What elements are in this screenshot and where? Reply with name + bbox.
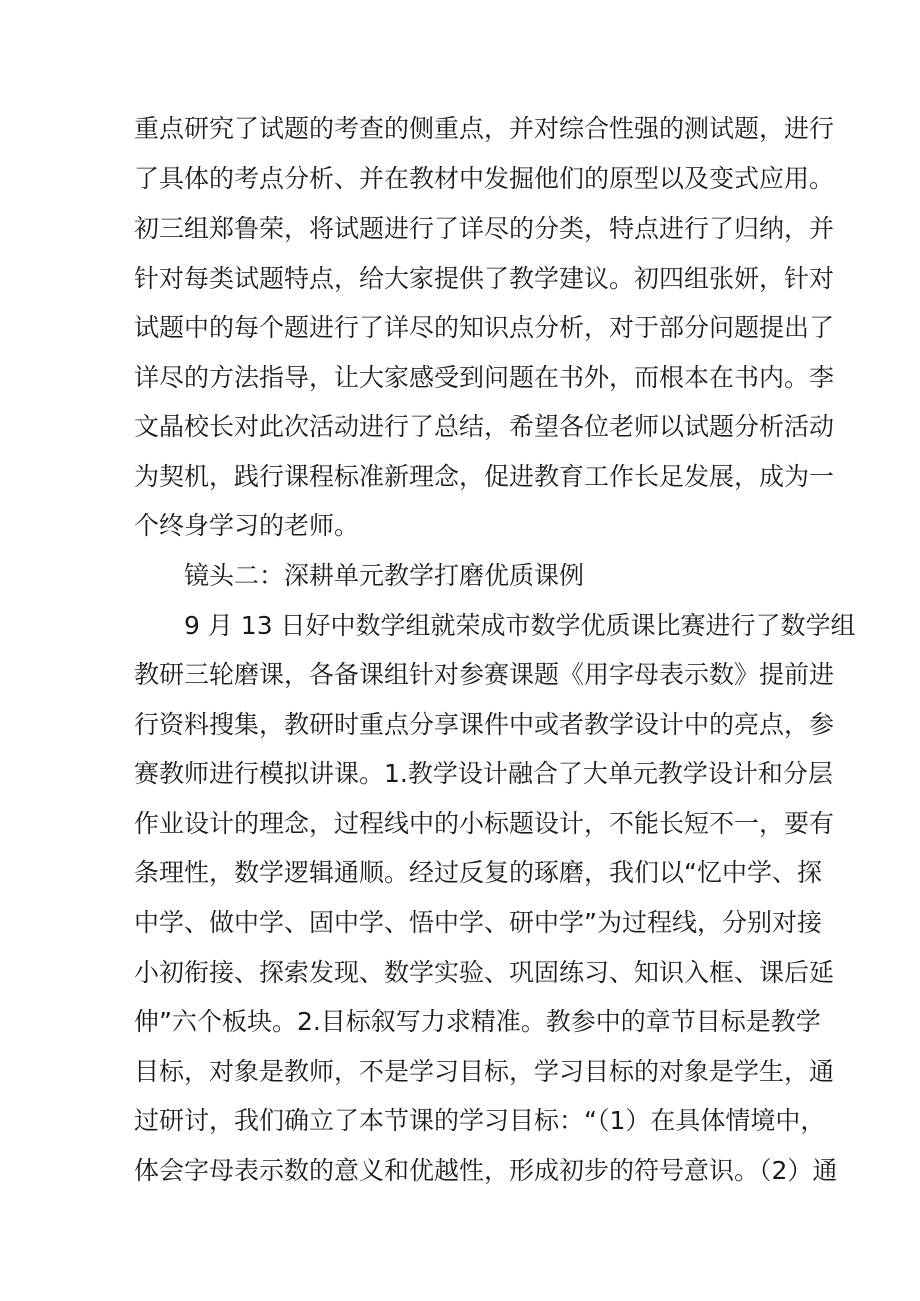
- section-heading: 镜头二：深耕单元教学打磨优质课例: [184, 561, 585, 590]
- text-line: 为契机，践行课程标准新理念，促进教育工作长足发展，成为一: [134, 462, 835, 491]
- text-line: 9 月 13 日好中数学组就荣成市数学优质课比赛进行了数学组: [184, 611, 856, 640]
- text-line: 详尽的方法指导，让大家感受到问题在书外，而根本在书内。李: [134, 363, 835, 392]
- text-line: 了具体的考点分析、并在教材中发掘他们的原型以及变式应用。: [134, 164, 835, 193]
- text-line: 行资料搜集，教研时重点分享课件中或者教学设计中的亮点，参: [134, 710, 835, 739]
- text-line: 伸”六个板块。2.目标叙写力求精准。教参中的章节目标是教学: [134, 1007, 821, 1036]
- text-line: 初三组郑鲁荣，将试题进行了详尽的分类，特点进行了归纳，并: [134, 214, 835, 243]
- text-line: 试题中的每个题进行了详尽的知识点分析，对于部分问题提出了: [134, 313, 835, 342]
- text-line: 体会字母表示数的意义和优越性，形成初步的符号意识。（2）通: [134, 1156, 838, 1185]
- text-line: 中学、做中学、固中学、悟中学、研中学”为过程线，分别对接: [134, 908, 822, 937]
- text-line: 过研讨，我们确立了本节课的学习目标：“（1）在具体情境中，: [134, 1106, 826, 1135]
- text-line: 重点研究了试题的考查的侧重点，并对综合性强的测试题，进行: [134, 114, 835, 143]
- text-line: 个终身学习的老师。: [134, 511, 360, 540]
- text-line: 条理性，数学逻辑通顺。经过反复的琢磨，我们以“忆中学、探: [134, 858, 822, 887]
- text-line: 作业设计的理念，过程线中的小标题设计，不能长短不一，要有: [134, 809, 835, 838]
- text-line: 小初衔接、探索发现、数学实验、巩固练习、知识入框、课后延: [134, 958, 835, 987]
- text-line: 针对每类试题特点，给大家提供了教学建议。初四组张妍，针对: [134, 264, 835, 293]
- text-line: 目标，对象是教师，不是学习目标，学习目标的对象是学生，通: [134, 1057, 835, 1086]
- text-line: 文晶校长对此次活动进行了总结，希望各位老师以试题分析活动: [134, 412, 835, 441]
- text-line: 教研三轮磨课，各备课组针对参赛课题《用字母表示数》提前进: [134, 660, 835, 689]
- text-line: 赛教师进行模拟讲课。1.教学设计融合了大单元教学设计和分层: [134, 759, 833, 788]
